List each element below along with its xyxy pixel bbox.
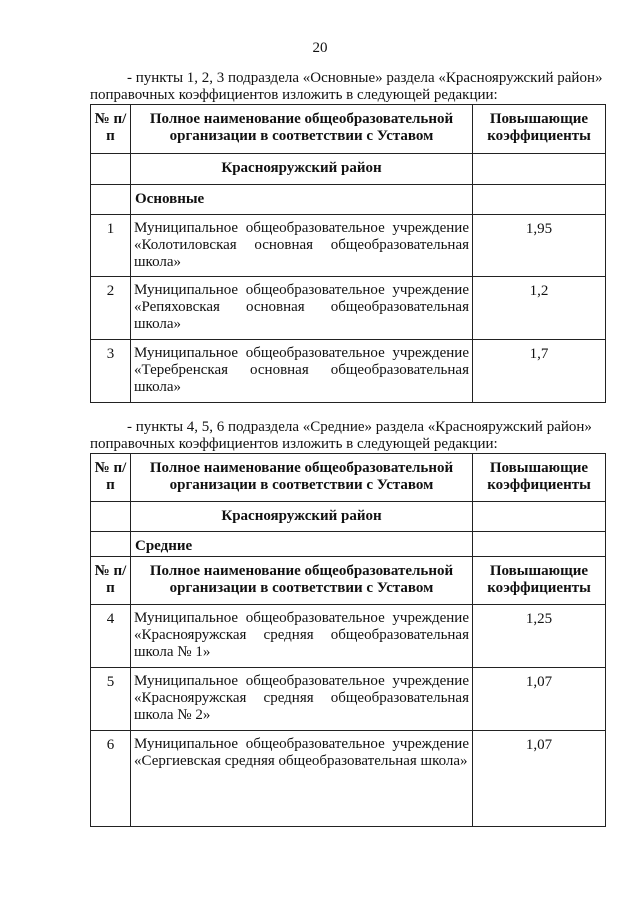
region-name: Краснояружский район — [131, 154, 473, 185]
table-row — [91, 731, 606, 827]
col-header-num: № п/п — [91, 105, 131, 154]
coefficient-value: 1,95 — [473, 215, 606, 277]
row-number: 1 — [91, 215, 131, 277]
region-name: Краснояружский район — [131, 502, 473, 532]
school-name: Муниципальное общеобразовательное учреждение «Сергиевская средняя общеобразовательная школа» — [131, 731, 473, 827]
table-header-row — [91, 454, 606, 502]
region-row — [91, 154, 606, 185]
coefficient-value: 1,2 — [473, 277, 606, 340]
intro-line: - пункты 4, 5, 6 подраздела «Средние» раздела «Краснояружский район» — [127, 419, 592, 435]
table-row — [91, 340, 606, 403]
row-number: 4 — [91, 605, 131, 668]
school-name: Муниципальное общеобразовательное учреждение «Репяховская основная общеобразовательная школа» — [131, 277, 473, 340]
table-header-row — [91, 105, 606, 154]
col-header-coef: Повышающие коэффициенты — [473, 454, 606, 502]
col-header-name: Полное наименование общеобразовательной организации в соответствии с Уставом — [131, 105, 473, 154]
row-number: 6 — [91, 731, 131, 827]
coefficients-table-basic — [90, 104, 606, 403]
intro-line: - пункты 1, 2, 3 подраздела «Основные» раздела «Краснояружский район» — [127, 70, 603, 86]
section1-intro — [90, 70, 612, 104]
region-row — [91, 502, 606, 532]
table-header-row — [91, 557, 606, 605]
col-header-name: Полное наименование общеобразовательной организации в соответствии с Уставом — [131, 557, 473, 605]
coefficient-value: 1,25 — [473, 605, 606, 668]
subsection-name: Средние — [131, 532, 473, 557]
intro-line: поправочных коэффициентов изложить в следующей редакции: — [90, 87, 498, 103]
table-row — [91, 605, 606, 668]
col-header-num: № п/п — [91, 454, 131, 502]
coefficient-value: 1,07 — [473, 731, 606, 827]
col-header-name: Полное наименование общеобразовательной организации в соответствии с Уставом — [131, 454, 473, 502]
intro-line: поправочных коэффициентов изложить в следующей редакции: — [90, 436, 498, 452]
page-number: 20 — [312, 40, 328, 56]
col-header-num: № п/п — [91, 557, 131, 605]
subsection-row — [91, 532, 606, 557]
school-name: Муниципальное общеобразовательное учреждение «Теребренская основная общеобразовательная школа» — [131, 340, 473, 403]
col-header-coef: Повышающие коэффициенты — [473, 105, 606, 154]
row-number: 2 — [91, 277, 131, 340]
row-number: 5 — [91, 668, 131, 731]
school-name: Муниципальное общеобразовательное учреждение «Краснояружская средняя общеобразовательная школа № 2» — [131, 668, 473, 731]
table-row — [91, 668, 606, 731]
section2-intro — [90, 419, 612, 453]
school-name: Муниципальное общеобразовательное учреждение «Краснояружская средняя общеобразовательная школа № 1» — [131, 605, 473, 668]
coefficient-value: 1,07 — [473, 668, 606, 731]
col-header-coef: Повышающие коэффициенты — [473, 557, 606, 605]
coefficients-table-secondary — [90, 453, 606, 827]
table-row — [91, 215, 606, 277]
table-row — [91, 277, 606, 340]
subsection-name: Основные — [131, 185, 473, 215]
row-number: 3 — [91, 340, 131, 403]
coefficient-value: 1,7 — [473, 340, 606, 403]
subsection-row — [91, 185, 606, 215]
school-name: Муниципальное общеобразовательное учреждение «Колотиловская основная общеобразовательная школа» — [131, 215, 473, 277]
